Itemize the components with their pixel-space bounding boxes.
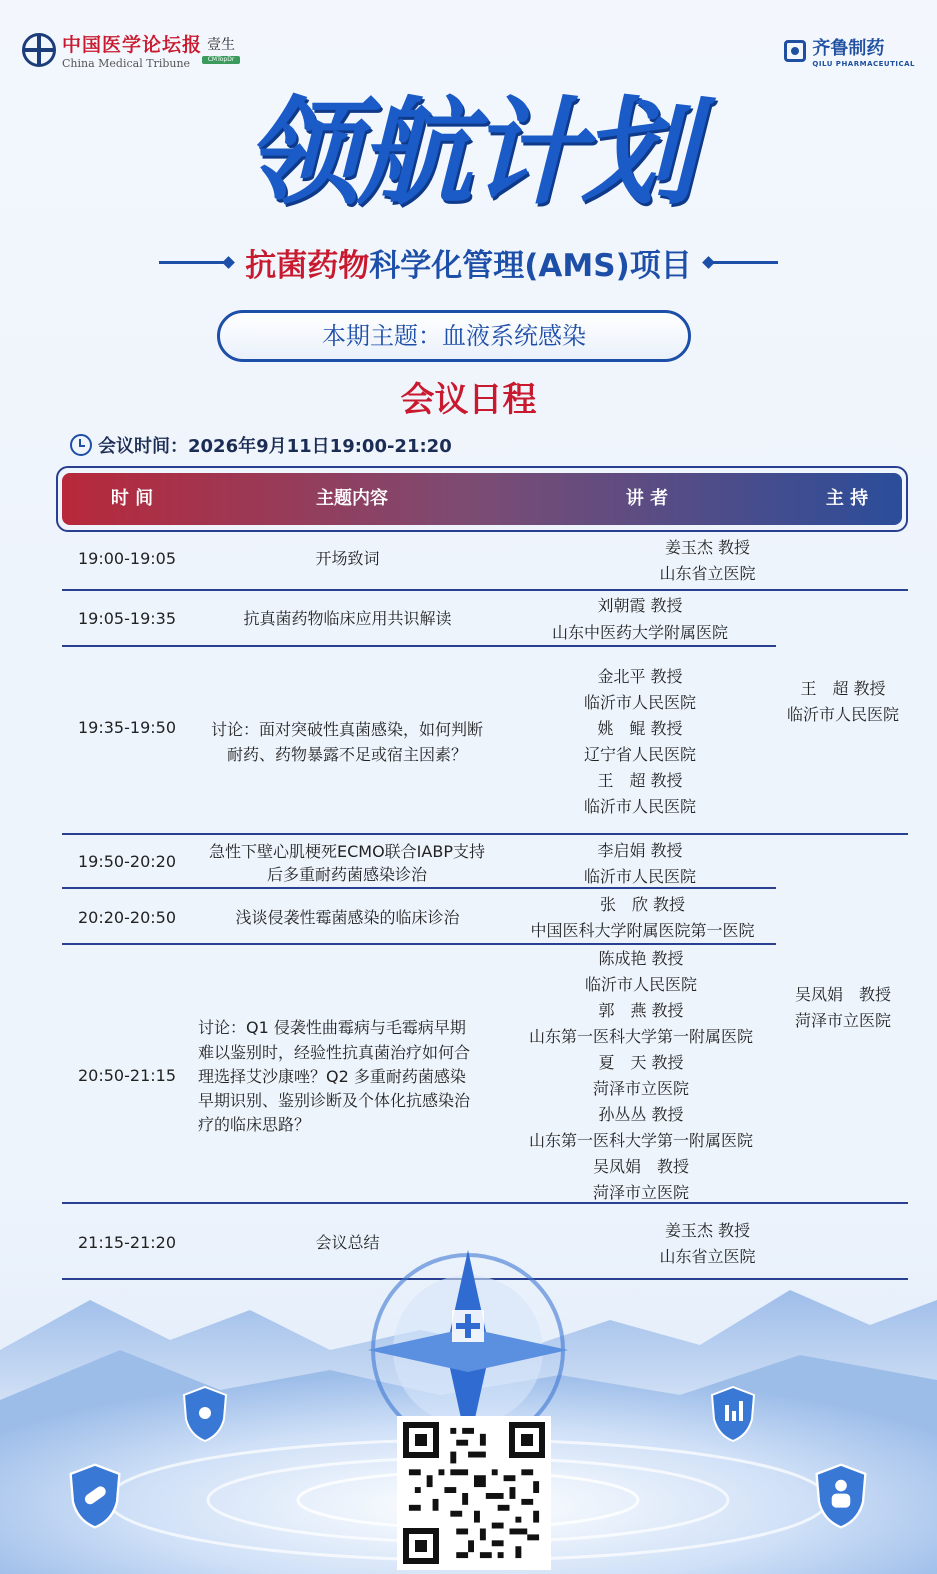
row1-topic: 开场致词 (315, 549, 380, 568)
row6-speaker3-affil: 菏泽市立医院 (592, 1079, 689, 1098)
row-divider (62, 833, 908, 835)
host2-affil: 菏泽市立医院 (794, 1011, 891, 1030)
row3-speaker3-affil: 临沂市人民医院 (583, 797, 696, 816)
qr-code[interactable] (397, 1416, 551, 1570)
row6-speaker2-name: 郭 燕 教授 (598, 1001, 684, 1020)
row6-speaker5-affil: 菏泽市立医院 (592, 1183, 689, 1202)
page-title: 领航计划 (244, 85, 693, 221)
row3-speaker1-affil: 临沂市人民医院 (583, 693, 696, 712)
row2-topic: 抗真菌药物临床应用共识解读 (243, 609, 452, 628)
row-divider (62, 589, 908, 591)
row6-topic-line5: 疗的临床思路？ (198, 1115, 311, 1134)
subtitle-red: 抗菌药物 (245, 248, 370, 284)
row5-time: 20:20-20:50 (78, 908, 176, 927)
sponsor-name-cn: 齐鲁制药 (812, 38, 885, 59)
row6-speaker2-affil: 山东第一医科大学第一附属医院 (528, 1027, 753, 1046)
row3-topic-line1: 讨论：面对突破性真菌感染，如何判断 (210, 720, 483, 739)
sponsor-name-en: QILU PHARMACEUTICAL (812, 60, 915, 68)
row6-speaker5-name: 吴凤娟 教授 (592, 1157, 689, 1176)
row3-speaker1-name: 金北平 教授 (597, 667, 683, 686)
row6-time: 20:50-21:15 (78, 1066, 176, 1085)
header-speaker: 讲 者 (625, 488, 669, 509)
row6-speaker3-name: 夏 天 教授 (598, 1053, 684, 1072)
row6-speaker1-affil: 临沂市人民医院 (584, 975, 697, 994)
shield-icon (66, 1462, 124, 1530)
header-host: 主 持 (825, 488, 869, 509)
row6-topic-line2: 难以鉴别时，经验性抗真菌治疗如何合 (198, 1043, 471, 1062)
row1-time: 19:00-19:05 (78, 549, 176, 568)
subtitle-blue: 科学化管理(AMS)项目 (369, 248, 692, 284)
row6-topic-line1: 讨论：Q1 侵袭性曲霉病与毛霉病早期 (198, 1018, 466, 1037)
row6-speaker4-affil: 山东第一医科大学第一附属医院 (528, 1131, 753, 1150)
row6-topic-line4: 早期识别、鉴别诊断及个体化抗感染治 (198, 1091, 471, 1110)
row2-speaker-name: 刘朝霞 教授 (597, 596, 683, 615)
row6-speaker1-name: 陈成艳 教授 (598, 949, 684, 968)
row6-speaker4-name: 孙丛丛 教授 (598, 1105, 684, 1124)
row3-speaker2-name: 姚 鲲 教授 (597, 719, 683, 738)
row1-speaker-affil: 山东省立医院 (659, 564, 756, 583)
yisheng-badge-en: CMTopDr (202, 56, 240, 64)
yisheng-badge-text: 壹生 (207, 37, 235, 53)
row-divider (62, 943, 776, 945)
row3-speaker2-affil: 辽宁省人民医院 (583, 745, 696, 764)
row4-speaker-name: 李启娟 教授 (597, 841, 683, 860)
row3-topic-line2: 耐药、药物暴露不足或宿主因素？ (226, 745, 467, 764)
row2-time: 19:05-19:35 (78, 609, 176, 628)
row-divider (62, 645, 776, 647)
row7-topic: 会议总结 (315, 1233, 380, 1252)
row4-topic-line1: 急性下壁心肌梗死ECMO联合IABP支持 (209, 842, 485, 861)
row7-speaker-name: 姜玉杰 教授 (664, 1221, 751, 1240)
host1-name: 王 超 教授 (800, 679, 886, 698)
row4-topic-line2: 后多重耐药菌感染诊治 (266, 865, 427, 884)
meeting-time-text: 会议时间：2026年9月11日19:00-21:20 (98, 436, 452, 457)
shield-icon (812, 1462, 870, 1530)
row2-speaker-affil: 山东中医药大学附属医院 (551, 623, 728, 642)
row6-topic-line3: 理选择艾沙康唑？Q2 多重耐药菌感染 (198, 1067, 466, 1086)
host2-name: 吴凤娟 教授 (794, 985, 891, 1004)
shield-icon (180, 1385, 230, 1443)
cmt-name-cn: 中国医学论坛报 (62, 34, 203, 56)
row5-speaker-affil: 中国医科大学附属医院第一医院 (530, 921, 755, 940)
theme-pill: 本期主题：血液系统感染 (217, 310, 691, 362)
host1-affil: 临沂市人民医院 (786, 705, 899, 724)
row5-topic: 浅谈侵袭性霉菌感染的临床诊治 (235, 908, 460, 927)
row3-time: 19:35-19:50 (78, 718, 176, 737)
agenda-title: 会议日程 (400, 380, 537, 420)
row-divider (62, 887, 776, 889)
row1-speaker-name: 姜玉杰 教授 (664, 538, 751, 557)
row7-time: 21:15-21:20 (78, 1233, 176, 1252)
row5-speaker-name: 张 欣 教授 (599, 895, 686, 914)
header-time: 时 间 (110, 488, 154, 509)
row4-time: 19:50-20:20 (78, 852, 176, 871)
qr-modules (403, 1422, 545, 1564)
row-divider (62, 1202, 908, 1204)
header-topic: 主题内容 (316, 488, 388, 509)
row7-speaker-affil: 山东省立医院 (659, 1247, 756, 1266)
shield-icon (708, 1385, 758, 1443)
row4-speaker-affil: 临沂市人民医院 (583, 867, 696, 886)
cmt-name-en: China Medical Tribune (62, 57, 191, 70)
row3-speaker3-name: 王 超 教授 (597, 771, 683, 790)
